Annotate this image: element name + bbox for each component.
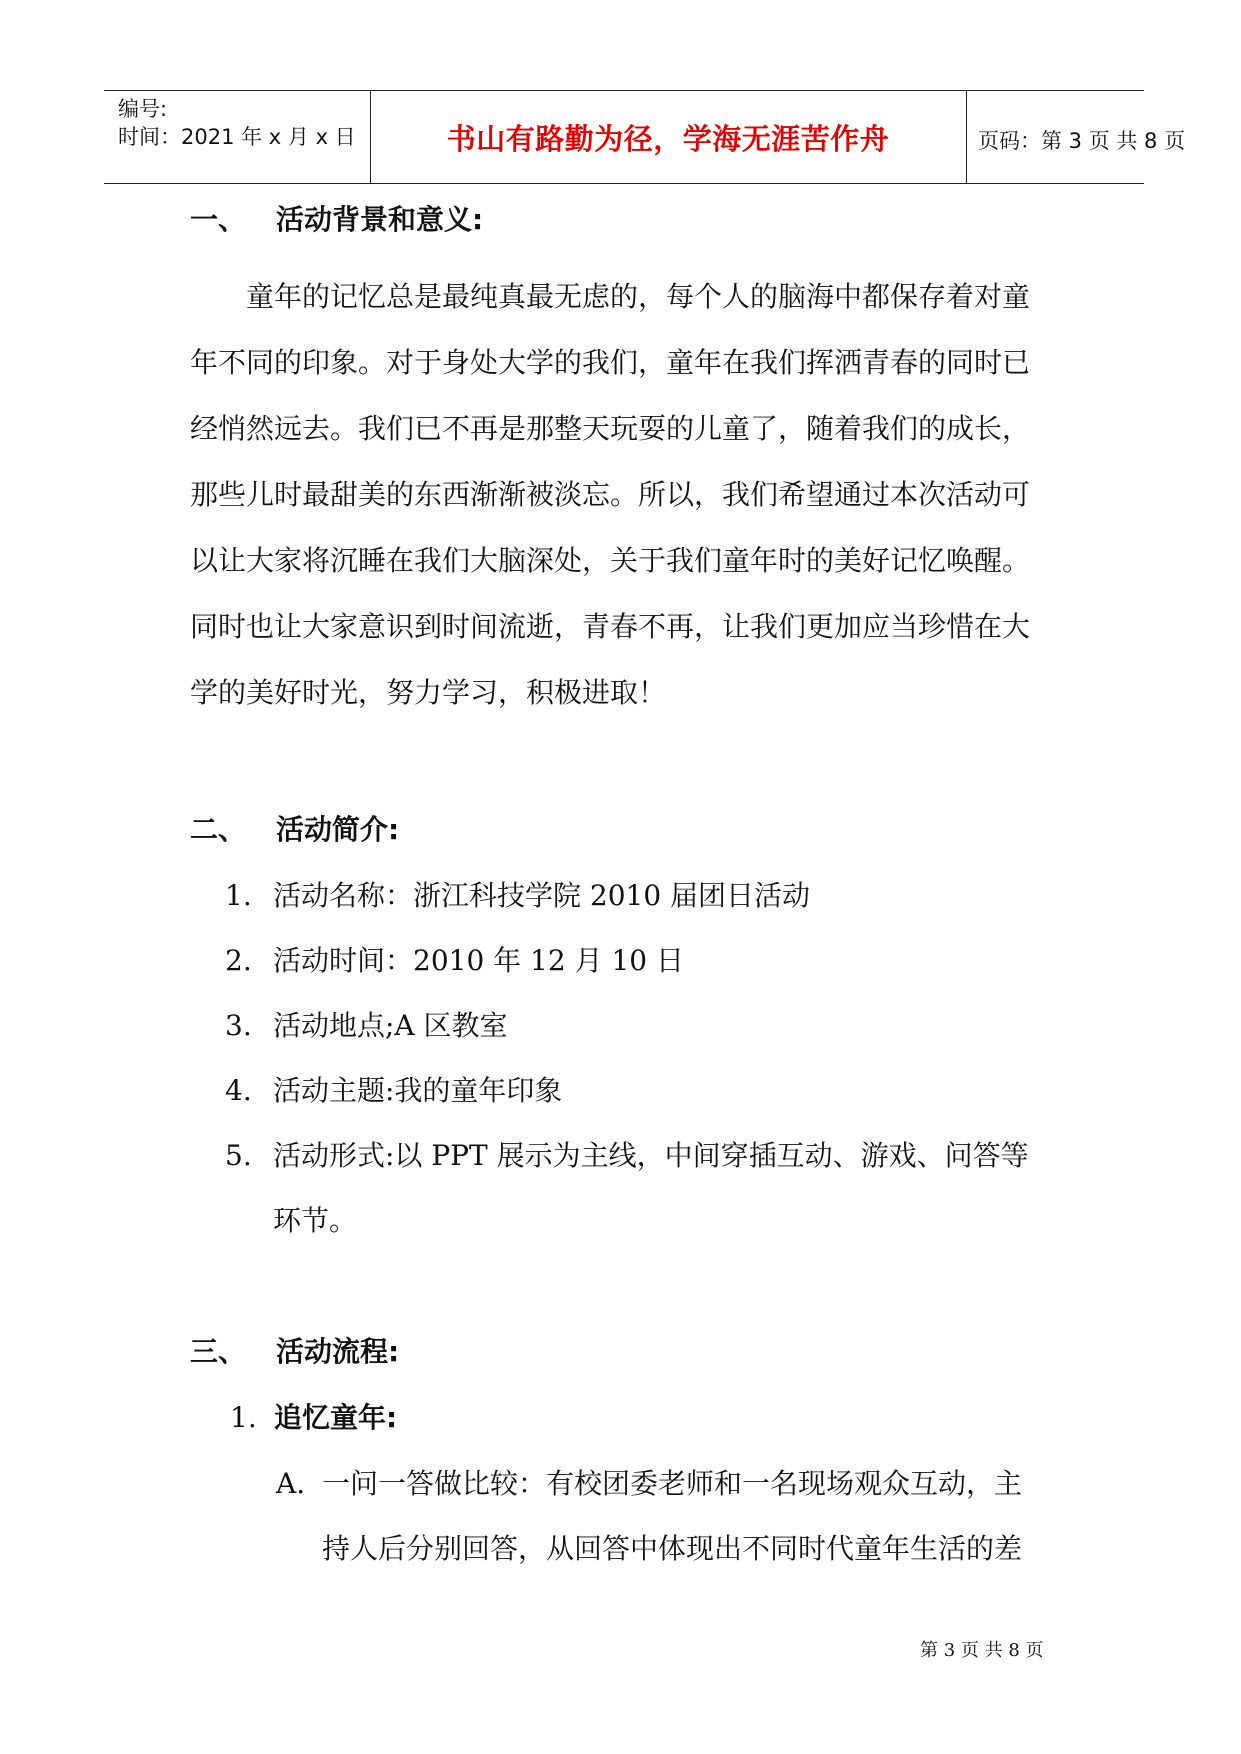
section-heading-1 [190,198,483,238]
flow-subheading-1 [230,1396,397,1436]
section-number: 一、 [190,203,247,236]
item-number: 1. [225,879,252,912]
background-paragraph [190,264,1090,726]
item-number: 3. [225,1009,252,1042]
intro-item-name [225,874,810,914]
header-page-cell [966,91,1186,183]
flow-item-a [276,1462,1022,1502]
time-label: 时间：2021 年 x 月 x 日 [118,125,356,149]
page-footer: 第 3 页 共 8 页 [920,1640,1044,1661]
section-heading-3 [190,1330,399,1370]
item-text: 活动地点;A 区教室 [273,1009,508,1042]
item-number: 2. [225,944,252,977]
section-title: 活动简介: [276,813,400,846]
item-number: 4. [225,1074,252,1107]
item-text: 活动主题:我的童年印象 [273,1074,563,1107]
paragraph-line: 童年的记忆总是最纯真最无虑的，每个人的脑海中都保存着对童 [246,280,1031,313]
serial-label: 编号: [118,97,168,121]
page-label: 页码：第 3 页 共 8 页 [978,129,1186,153]
paragraph-line: 以让大家将沉睡在我们大脑深处，关于我们童年时的美好记忆唤醒。 [190,544,1031,577]
sub-number: 1. [230,1401,257,1434]
item-text: 活动时间：2010 年 12 月 10 日 [273,944,685,977]
item-text: 活动形式:以 PPT 展示为主线，中间穿插互动、游戏、问答等 [273,1139,1029,1172]
paragraph-line: 学的美好时光，努力学习，积极进取！ [190,676,667,709]
item-number: 5. [225,1139,252,1172]
page-header [104,90,1186,184]
section-title: 活动流程: [276,1335,400,1368]
header-motto-cell [370,91,967,183]
intro-item-place [225,1004,508,1044]
item-letter: A. [276,1467,306,1500]
flow-item-a-continued: 持人后分别回答，从回答中体现出不同时代童年生活的差 [322,1532,1023,1565]
header-meta-cell [104,91,371,183]
intro-item-format-continued: 环节。 [273,1204,358,1237]
sub-title: 追忆童年: [274,1401,398,1434]
item-text: 活动名称：浙江科技学院 2010 届团日活动 [273,879,811,912]
item-text: 一问一答做比较：有校团委老师和一名现场观众互动，主 [322,1467,1023,1500]
intro-item-format [225,1134,1029,1174]
section-heading-2 [190,808,399,848]
intro-item-time [225,939,684,979]
section-number: 三、 [190,1335,247,1368]
intro-item-theme [225,1069,562,1109]
paragraph-line: 那些儿时最甜美的东西渐渐被淡忘。所以，我们希望通过本次活动可 [190,478,1031,511]
paragraph-line: 同时也让大家意识到时间流逝，青春不再，让我们更加应当珍惜在大 [190,610,1031,643]
section-title: 活动背景和意义: [276,203,484,236]
paragraph-line: 经悄然远去。我们已不再是那整天玩耍的儿童了，随着我们的成长， [190,412,1031,445]
paragraph-line: 年不同的印象。对于身处大学的我们，童年在我们挥洒青春的同时已 [190,346,1031,379]
motto: 书山有路勤为径，学海无涯苦作舟 [446,122,890,156]
section-number: 二、 [190,813,247,846]
